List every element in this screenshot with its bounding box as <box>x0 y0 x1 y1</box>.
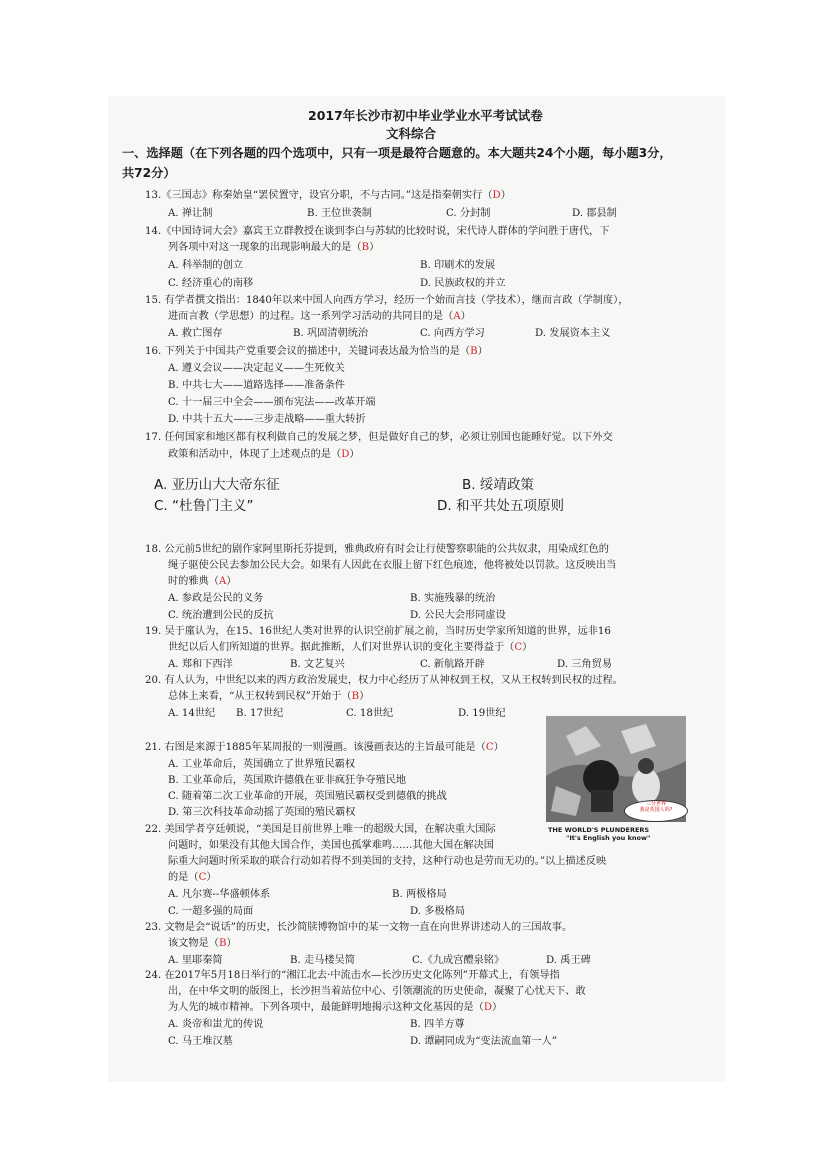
q14-answer: B <box>361 242 370 253</box>
q23-text: 该文物是（ <box>168 938 219 949</box>
q18-stem-line2: 绳子驱使公民去参加公民大会。如果有人因此在衣服上留下红色痕迹，他将被处以罚款。这反映出当 <box>168 560 617 571</box>
q13-close: ） <box>500 190 511 201</box>
q23-option-d: D. 禹王碑 <box>546 955 591 966</box>
q19-option-c: C. 新航路开辟 <box>420 659 485 670</box>
bubble-line-2: 我是英国人吗? <box>639 807 673 813</box>
section-heading-cont: 共72分） <box>122 166 176 180</box>
q21-option-c: C. 随着第二次工业革命的开展，英国殖民霸权受到德俄的挑战 <box>168 791 447 802</box>
q24-text: 为人先的城市精神。下列各项中，最能鲜明地揭示这种文化基因的是（ <box>168 1002 484 1013</box>
q22-stem-line3: 际重大问题时所采取的联合行动如若得不到美国的支持，这种行动也是劳而无功的。”以上描述反映 <box>168 856 607 867</box>
q23-option-c: C.《九成宫醴泉铭》 <box>412 955 505 966</box>
q22-answer: C <box>198 872 207 883</box>
q22-stem-line4 <box>168 871 217 884</box>
q17-option-d: D. 和平共处五项原则 <box>437 498 564 514</box>
q18-option-a: A. 参政是公民的义务 <box>168 593 264 604</box>
q14-option-c: C. 经济重心的南移 <box>168 278 254 289</box>
q19-option-a: A. 郑和下西洋 <box>168 659 233 670</box>
q15-option-a: A. 救亡图存 <box>168 328 223 339</box>
q15-stem-line2 <box>168 310 471 323</box>
q15-option-c: C. 向西方学习 <box>420 328 485 339</box>
q20-answer: B <box>351 691 360 702</box>
q22-text: 的是（ <box>168 872 199 883</box>
q14-stem-line1: 14.《中国诗词大会》嘉宾王立群教授在谈到李白与苏轼的比较时说，宋代诗人群体的学问胜于唐代，下 <box>145 226 610 237</box>
q14-option-d: D. 民族政权的并立 <box>420 278 506 289</box>
q22-option-a: A. 凡尔赛--华盛顿体系 <box>168 889 271 900</box>
q19-answer: C <box>514 642 523 653</box>
q19-text: 世纪以后人们所知道的世界。据此推断，人们对世界认识的变化主要得益于（ <box>168 642 515 653</box>
q23-stem-line1: 23. 文物是会“说话”的历史，长沙简牍博物馆中的某一文物一直在向世界讲述动人的三国故事。 <box>145 922 573 933</box>
q20-stem-line2 <box>168 690 369 703</box>
q17-option-c: C. “杜鲁门主义” <box>154 498 254 514</box>
cartoon-caption-line2: "It's English you know" <box>566 834 651 842</box>
q14-option-b: B. 印刷术的发展 <box>420 260 496 271</box>
q17-stem-line2 <box>168 448 360 461</box>
q16-close: ） <box>477 346 488 357</box>
q15-option-d: D. 发展资本主义 <box>535 328 611 339</box>
q18-option-d: D. 公民大会形同虚设 <box>410 610 506 621</box>
q13-stem <box>145 189 511 202</box>
q22-option-c: C. 一超多强的局面 <box>168 906 254 917</box>
q16-stem <box>145 345 488 358</box>
q13-answer: D <box>492 190 501 201</box>
q13-option-d: D. 郡县制 <box>572 208 617 219</box>
q22-stem-line2: 问题时，如果没有其他大国合作，美国也孤掌难鸣……其他大国在解决国 <box>168 840 494 851</box>
q16-text: 16. 下列关于中国共产党重要会议的描述中，关键词表达最为恰当的是（ <box>145 346 471 357</box>
q15-stem-line1: 15. 有学者撰文指出：1840年以来中国人向西方学习，经历一个始而言技（学技术），继而言政（学制度）， <box>145 295 629 306</box>
q20-option-b: B. 17世纪 <box>236 708 284 719</box>
q22-stem-line1: 22. 美国学者亨廷顿说，“美国是目前世界上唯一的超级大国，在解决重大国际 <box>145 824 496 835</box>
q18-text: 时的雅典（ <box>168 576 219 587</box>
q24-answer: D <box>483 1002 492 1013</box>
q24-option-d: D. 谭嗣同成为“变法流血第一人” <box>410 1036 557 1047</box>
section-heading: 一、选择题（在下列各题的四个选项中，只有一项是最符合题意的。本大题共24个小题，每小题3分， <box>122 146 672 160</box>
q17-option-a: A. 亚历山大大帝东征 <box>154 477 280 493</box>
q21-text: 21. 右图是来源于1885年某周报的一则漫画。该漫画表达的主旨最可能是（ <box>145 742 486 753</box>
q21-answer: C <box>485 742 494 753</box>
q18-option-b: B. 实施残暴的统治 <box>410 593 496 604</box>
q19-close: ） <box>522 642 533 653</box>
q23-answer: B <box>218 938 227 949</box>
q14-stem-line2 <box>168 241 379 254</box>
q14-close: ） <box>369 242 380 253</box>
q16-option-c: C. 十一届三中全会——颁布宪法——改革开端 <box>168 397 376 408</box>
q17-text: 政策和活动中，体现了上述观点的是（ <box>168 449 342 460</box>
q23-option-a: A. 里耶秦简 <box>168 955 223 966</box>
cartoon-speech-bubble <box>624 800 688 822</box>
q23-stem-line2 <box>168 937 237 950</box>
q21-option-b: B. 工业革命后，英国欺许德俄在亚非疯狂争夺殖民地 <box>168 775 407 786</box>
cartoon-caption-line1: THE WORLD'S PLUNDERERS <box>548 826 650 834</box>
q20-text: 总体上来看，“从王权转到民权”开始于（ <box>168 691 352 702</box>
q21-option-d: D. 第三次科技革命动摇了英国的殖民霸权 <box>168 807 356 818</box>
q19-stem-line2 <box>168 641 532 654</box>
q13-option-b: B. 王位世袭制 <box>307 208 372 219</box>
q17-answer: D <box>341 449 350 460</box>
q21-option-a: A. 工业革命后，英国确立了世界殖民霸权 <box>168 759 356 770</box>
q16-option-b: B. 中共七大——道路选择——准备条件 <box>168 380 345 391</box>
q15-option-b: B. 巩固清朝统治 <box>293 328 369 339</box>
q16-option-d: D. 中共十五大——三步走战略——重大转折 <box>168 414 366 425</box>
q13-option-a: A. 禅让制 <box>168 208 213 219</box>
q14-option-a: A. 科举制的创立 <box>168 260 243 271</box>
q13-option-c: C. 分封制 <box>446 208 491 219</box>
q24-stem-line3 <box>168 1001 502 1014</box>
q16-answer: B <box>470 346 478 357</box>
cartoon-caption <box>548 826 650 842</box>
q23-option-b: B. 走马楼吴简 <box>290 955 355 966</box>
q17-close: ） <box>349 449 360 460</box>
q16-option-a: A. 遵义会议——决定起义——生死攸关 <box>168 363 345 374</box>
q17-stem-line1: 17. 任何国家和地区都有权利做自己的发展之梦，但是做好自己的梦，必须让别国也能睡好觉。以下外交 <box>145 432 613 443</box>
q20-close: ） <box>359 691 370 702</box>
q14-text: 列各项中对这一现象的出现影响最大的是（ <box>168 242 362 253</box>
q22-option-b: B. 两极格局 <box>392 889 447 900</box>
q23-close: ） <box>226 938 237 949</box>
q19-option-b: B. 文艺复兴 <box>290 659 345 670</box>
q20-option-c: C. 18世纪 <box>346 708 394 719</box>
q15-answer: A <box>453 311 461 322</box>
q18-answer: A <box>218 576 227 587</box>
q22-close: ） <box>206 872 217 883</box>
q13-text: 13.《三国志》称秦始皇“罢侯置守，设官分职，不与古同。”这是指秦朝实行（ <box>145 190 493 201</box>
q15-text: 进而言教（学思想）的过程。这一系列学习活动的共同目的是（ <box>168 311 454 322</box>
q18-stem-line3 <box>168 575 236 588</box>
q18-option-c: C. 统治遭到公民的反抗 <box>168 610 274 621</box>
q24-stem-line1: 24. 在2017年5月18日举行的“湘江北去·中流击水—长沙历史文化陈列”开幕式上，有领导指 <box>145 970 560 981</box>
exam-subject: 文科综合 <box>386 126 437 141</box>
q20-option-a: A. 14世纪 <box>168 708 216 719</box>
q19-option-d: D. 三角贸易 <box>557 659 613 670</box>
q24-option-a: A. 炎帝和蚩尤的传说 <box>168 1019 264 1030</box>
q18-close: ） <box>226 576 237 587</box>
q17-option-b: B. 绥靖政策 <box>462 477 534 493</box>
q24-option-c: C. 马王堆汉墓 <box>168 1036 233 1047</box>
q20-option-d: D. 19世纪 <box>458 708 506 719</box>
q21-close: ） <box>493 742 504 753</box>
q22-option-d: D. 多极格局 <box>410 906 466 917</box>
q18-stem-line1: 18. 公元前5世纪的剧作家阿里斯托芬提到，雅典政府有时会让行使警察职能的公共奴隶，用染成红色的 <box>145 544 609 555</box>
q24-stem-line2: 出，在中华文明的版图上，长沙担当着站位中心、引领潮流的历史使命，凝聚了心忧天下、敢 <box>168 986 586 997</box>
q20-stem-line1: 20. 有人认为，中世纪以来的西方政治发展史，权力中心经历了从神权到王权，又从王权转到民权的过程。 <box>145 675 623 686</box>
q15-close: ） <box>460 311 471 322</box>
q21-stem <box>145 741 504 754</box>
q24-option-b: B. 四羊方尊 <box>410 1019 465 1030</box>
bubble-line-1: 三分世界 <box>645 801 666 807</box>
exam-title: 2017年长沙市初中毕业学业水平考试试卷 <box>308 108 543 123</box>
q24-close: ） <box>491 1002 503 1013</box>
q19-stem-line1: 19. 吴于廑认为，在15、16世纪人类对世界的认识空前扩展之前，当时历史学家所知道的世界，远非16 <box>145 626 611 637</box>
